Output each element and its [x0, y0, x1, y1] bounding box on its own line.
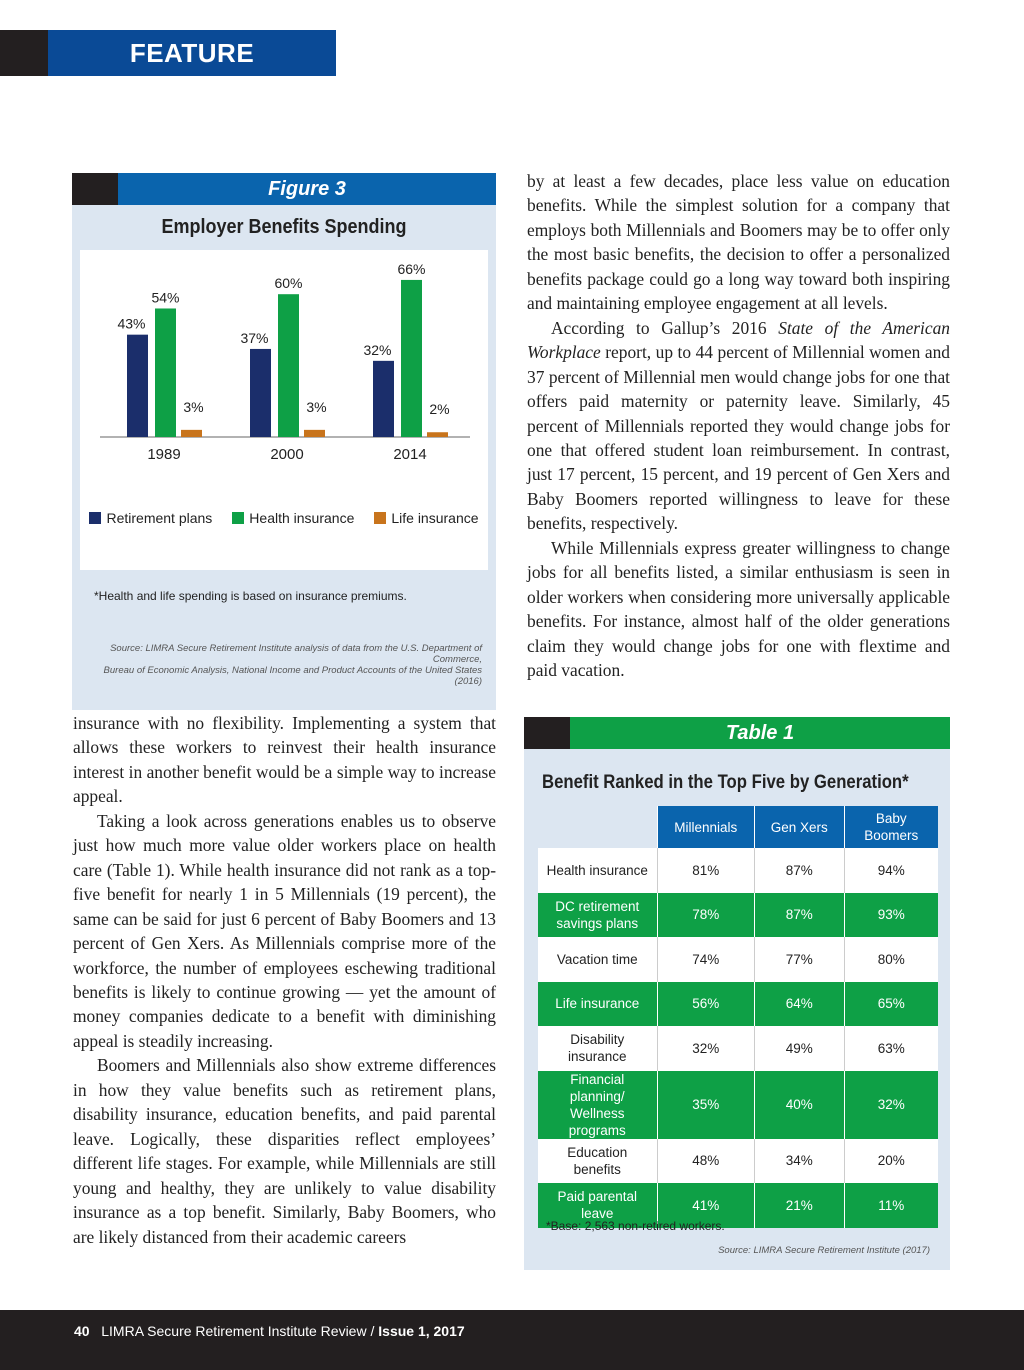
data-label: 37%: [240, 329, 269, 346]
percent-cell: 87%: [755, 848, 844, 893]
percent-cell: 94%: [844, 848, 938, 893]
section-label: FEATURE: [48, 30, 336, 76]
benefit-name: Health insurance: [538, 848, 657, 893]
percent-cell: 80%: [844, 937, 938, 982]
right-column-text: [527, 169, 950, 683]
figure-title: Employer Benefits Spending: [161, 216, 407, 238]
column-header: Millennials: [657, 806, 755, 848]
text: According to Gallup’s 2016: [551, 317, 779, 338]
figure-source: [82, 643, 482, 687]
benefit-name: Vacation time: [538, 937, 657, 982]
percent-cell: 81%: [657, 848, 755, 893]
data-label: 3%: [306, 398, 327, 415]
chart-area: [80, 250, 488, 570]
bar-life-insurance: [181, 430, 202, 437]
legend-label: Health insurance: [249, 510, 355, 526]
column-header: Baby Boomers: [844, 806, 938, 848]
data-label: 66%: [397, 260, 426, 277]
bar-life-insurance: [427, 432, 448, 437]
percent-cell: 32%: [657, 1026, 755, 1071]
figure-note: *Health and life spending is based on insurance premiums.: [94, 589, 407, 603]
table-row: [538, 1071, 938, 1139]
left-column-text: [73, 711, 496, 1249]
percent-cell: 34%: [755, 1139, 844, 1184]
table-source: Source: LIMRA Secure Retirement Institute (2017): [718, 1245, 930, 1256]
percent-cell: 93%: [844, 893, 938, 938]
data-label: 43%: [117, 315, 146, 332]
bar-health-insurance: [401, 280, 422, 437]
issue-label: Issue 1, 2017: [378, 1323, 465, 1339]
percent-cell: 48%: [657, 1139, 755, 1184]
paragraph: [527, 316, 950, 536]
percent-cell: 78%: [657, 893, 755, 938]
table-row: [538, 982, 938, 1027]
data-label: 32%: [363, 341, 392, 358]
benefit-name: Financial planning/ Wellness programs: [538, 1071, 657, 1139]
percent-cell: 35%: [657, 1071, 755, 1139]
legend-label: Retirement plans: [106, 510, 213, 526]
table-title: Benefit Ranked in the Top Five by Generation*: [542, 772, 909, 793]
percent-cell: 21%: [755, 1183, 844, 1228]
percent-cell: 87%: [755, 893, 844, 938]
bar-life-insurance: [304, 430, 325, 437]
percent-cell: 65%: [844, 982, 938, 1027]
figure-header-block: [72, 173, 118, 205]
percent-cell: 11%: [844, 1183, 938, 1228]
generation-table: [538, 806, 938, 1228]
column-header: Gen Xers: [755, 806, 844, 848]
table-row: [538, 848, 938, 893]
percent-cell: 41%: [657, 1183, 755, 1228]
x-tick-label: 2000: [270, 446, 304, 463]
table-1: [524, 717, 950, 1270]
percent-cell: 20%: [844, 1139, 938, 1184]
paragraph: Taking a look across generations enables us to observe just how much more value older workers place on health care (Table 1). While health insurance did not rank as a top-five benefit for nearly 1 in 5 Millennials (19 percent), the same can be said for just 6 percent of Baby Boomers and 13 percent of Gen Xers. As Millennials comprise more of the workforce, the number of employees eschewing traditional benefits is likely to continue growing — yet the amount of money companies dedicate to a benefit with diminishing appeal is steadily increasing.: [73, 810, 496, 1051]
percent-cell: 49%: [755, 1026, 844, 1071]
benefit-name: DC retirement savings plans: [538, 893, 657, 938]
figure-source-line: Source: LIMRA Secure Retirement Institute analysis of data from the U.S. Department of Commerce,: [110, 643, 482, 665]
paragraph: insurance with no flexibility. Implementing a system that allows these workers to reinvest their health insurance interest in another benefit would be a simple way to increase appeal.: [73, 713, 496, 807]
publication-name: LIMRA Secure Retirement Institute Review: [101, 1323, 367, 1339]
benefit-name: Life insurance: [538, 982, 657, 1027]
table-row: [538, 1139, 938, 1184]
percent-cell: 77%: [755, 937, 844, 982]
bar-retirement-plans: [127, 335, 148, 437]
legend-item: [374, 510, 478, 526]
report-title: State of the American Workplace: [527, 317, 950, 363]
percent-cell: 64%: [755, 982, 844, 1027]
data-label: 54%: [151, 289, 180, 306]
bar-retirement-plans: [250, 349, 271, 437]
benefit-name: Paid parental leave: [538, 1183, 657, 1228]
table-row: [538, 893, 938, 938]
table-label: Table 1: [570, 717, 950, 749]
percent-cell: 74%: [657, 937, 755, 982]
page-footer: [0, 1310, 1024, 1370]
header-dark-block: [0, 30, 48, 76]
chart-legend: [80, 510, 488, 526]
legend-swatch: [232, 512, 244, 524]
percent-cell: 63%: [844, 1026, 938, 1071]
bar-health-insurance: [155, 308, 176, 437]
bar-retirement-plans: [373, 361, 394, 437]
paragraph: While Millennials express greater willingness to change jobs for all benefits listed, a similar enthusiasm is seen in older workers when considering more universally applicable benefits. For instance, almost half of the older generations claim they would change jobs for one with flextime and paid vacation.: [527, 537, 950, 681]
table-row: [538, 1026, 938, 1071]
header-empty: [538, 806, 657, 848]
legend-swatch: [89, 512, 101, 524]
table-note: *Base: 2,563 non-retired workers.: [546, 1219, 725, 1233]
table-header-block: [524, 717, 570, 749]
data-label: 2%: [429, 401, 450, 418]
bar-chart: [80, 250, 488, 490]
legend-swatch: [374, 512, 386, 524]
benefit-name: Disability insurance: [538, 1026, 657, 1071]
x-tick-label: 2014: [393, 446, 427, 463]
paragraph: by at least a few decades, place less value on education benefits. While the simplest solution for a company that employs both Millennials and Boomers may be to offer only the most basic benefits, the decision to offer a personalized benefits package could go a long way toward both inspiring and maintaining employee engagement at all levels.: [527, 171, 950, 314]
percent-cell: 56%: [657, 982, 755, 1027]
figure-label: Figure 3: [118, 173, 496, 205]
figure-source-line: Bureau of Economic Analysis, National Income and Product Accounts of the United States (2016): [103, 665, 482, 687]
x-tick-label: 1989: [147, 446, 181, 463]
legend-label: Life insurance: [391, 510, 479, 526]
benefit-name: Education benefits: [538, 1139, 657, 1184]
table-row: [538, 937, 938, 982]
page-number: 40: [74, 1323, 90, 1339]
legend-item: [89, 510, 212, 526]
data-label: 3%: [183, 398, 204, 415]
bar-health-insurance: [278, 294, 299, 437]
text: report, up to 44 percent of Millennial women and 37 percent of Millennial men would change jobs for one that offers paid maternity or paternity leave. Similarly, 45 percent of Millennials reported they would change jobs for one that offered student loan reimbursement. In contrast, just 17 percent, 15 percent, and 19 percent of Gen Xers and Baby Boomers reported willingness to leave for these benefits, respectively.: [527, 342, 950, 534]
data-label: 60%: [274, 275, 303, 292]
figure-3: [72, 173, 496, 710]
percent-cell: 32%: [844, 1071, 938, 1139]
percent-cell: 40%: [755, 1071, 844, 1139]
legend-item: [232, 510, 354, 526]
separator: /: [370, 1323, 375, 1339]
paragraph: Boomers and Millennials also show extreme differences in how they value benefits such as retirement plans, disability insurance, education benefits, and paid parental leave. Logically, these disparities reflect employees’ different life stages. For example, while Millennials are still young and healthy, they are unlikely to value disability insurance as a top benefit. Similarly, Baby Boomers, who are likely distanced from their academic careers: [73, 1055, 496, 1247]
